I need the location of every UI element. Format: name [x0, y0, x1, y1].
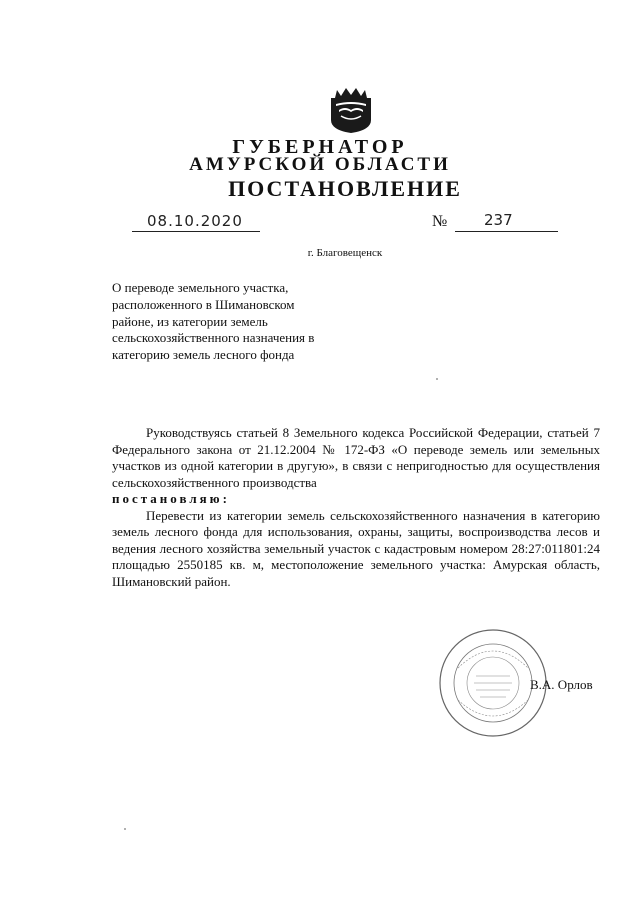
city: г. Благовещенск — [307, 247, 383, 259]
coat-of-arms-icon — [327, 84, 375, 134]
body-paragraph-basis: Руководствуясь статьей 8 Земельного кодекса Российской Федерации, статьей 7 Федерального закона от 21.12.2004 № 172-ФЗ «О переводе земель или земельных участков из одной категории в другую», в связи с непригодностью для осуществления сельскохозяйственного производства — [112, 425, 600, 490]
decree-word: постановляю: — [112, 491, 230, 506]
document-number: 237 — [484, 211, 513, 229]
document-subject: О переводе земельного участка, расположенного в Шимановском районе, из категории земель сельскохозяйственного назначения в категорию земель лесного фонда — [112, 280, 315, 363]
document-type: ПОСТАНОВЛЕНИЕ — [228, 176, 462, 201]
number-label: № — [432, 213, 448, 230]
header-title-governor: ГУБЕРНАТОР — [232, 136, 408, 158]
document-body — [112, 425, 600, 590]
signer-name: В.А. Орлов — [530, 677, 593, 692]
scan-speck — [436, 378, 438, 380]
body-paragraph-decision: Перевести из категории земель сельскохозяйственного назначения в категорию земель лесного фонда для использования, охраны, защиты, воспроизводства лесов и ведения лесного хозяйства земельный участок с кадастровым номером 28:27:011801:24 площадью 2550185 кв. м, местоположение земельного участка: Амурская область, Шимановский район. — [112, 507, 600, 589]
scan-speck — [124, 828, 126, 830]
document-date: 08.10.2020 — [147, 212, 243, 230]
header-title-region: АМУРСКОЙ ОБЛАСТИ — [189, 154, 451, 175]
